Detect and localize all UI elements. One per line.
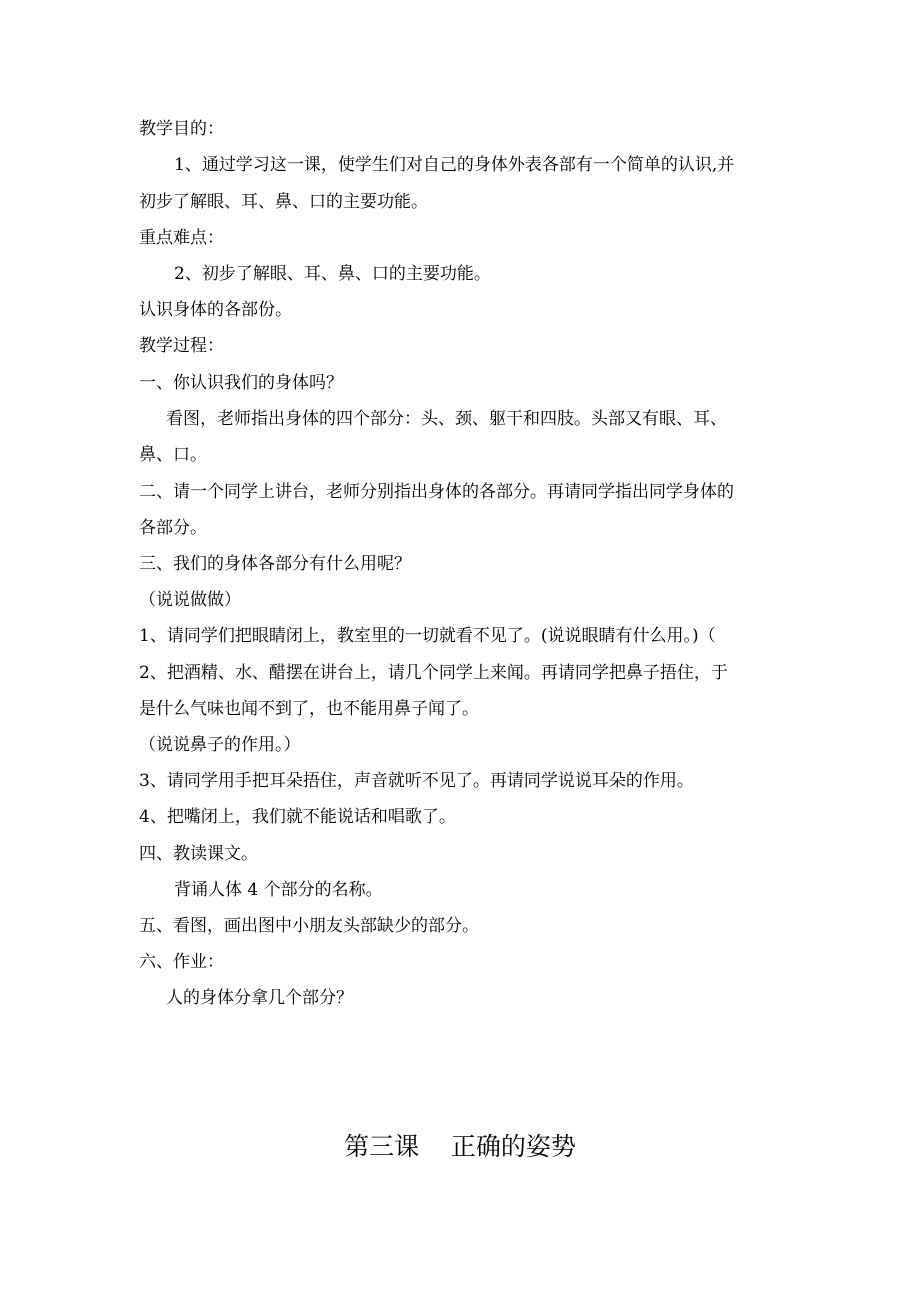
text-line: 三、我们的身体各部分有什么用呢？ [139, 554, 411, 574]
text-line: 3、请同学用手把耳朵捂住，声音就听不见了。再请同学说说耳朵的作用。 [139, 771, 694, 791]
text-line: 教学目的： [139, 119, 224, 139]
text-line: 看图，老师指出身体的四个部分：头、颈、躯干和四肢。头部又有眼、耳、 [166, 409, 727, 429]
text-line: 六、作业： [139, 952, 224, 972]
lesson-title: 第三课 正确的姿势 [344, 1132, 576, 1161]
text-line: 人的身体分拿几个部分？ [166, 988, 353, 1008]
text-line: 二、请一个同学上讲台，老师分别指出身体的各部分。再请同学指出同学身体的 [139, 482, 734, 502]
text-line: 是什么气味也闻不到了，也不能用鼻子闻了。 [139, 699, 479, 719]
text-line: 1、通过学习这一课，使学生们对自己的身体外表各部有一个简单的认识,并 [174, 155, 735, 175]
text-line: 五、看图，画出图中小朋友头部缺少的部分。 [139, 916, 479, 936]
text-line: 各部分。 [139, 518, 207, 538]
text-line: 鼻、口。 [139, 445, 207, 465]
text-line: 一、你认识我们的身体吗？ [139, 373, 343, 393]
text-line: （说说鼻子的作用。） [139, 735, 301, 755]
text-line: 初步了解眼、耳、鼻、口的主要功能。 [139, 192, 428, 212]
text-line: 四、教读课文。 [139, 844, 258, 864]
text-line: 重点难点： [139, 228, 224, 248]
text-line: 2、把酒精、水、醋摆在讲台上，请几个同学上来闻。再请同学把鼻子捂住，于 [139, 663, 728, 683]
text-line: 认识身体的各部份。 [139, 300, 292, 320]
text-line: 1、请同学们把眼睛闭上，教室里的一切就看不见了。(说说眼睛有什么用。)（ [139, 626, 716, 646]
text-line: 4、把嘴闭上，我们就不能说话和唱歌了。 [139, 807, 456, 827]
text-line: 背诵人体 4 个部分的名称。 [174, 880, 383, 900]
text-line: （说说做做） [139, 590, 241, 610]
text-line: 教学过程： [139, 336, 224, 356]
text-line: 2、初步了解眼、耳、鼻、口的主要功能。 [174, 264, 491, 284]
